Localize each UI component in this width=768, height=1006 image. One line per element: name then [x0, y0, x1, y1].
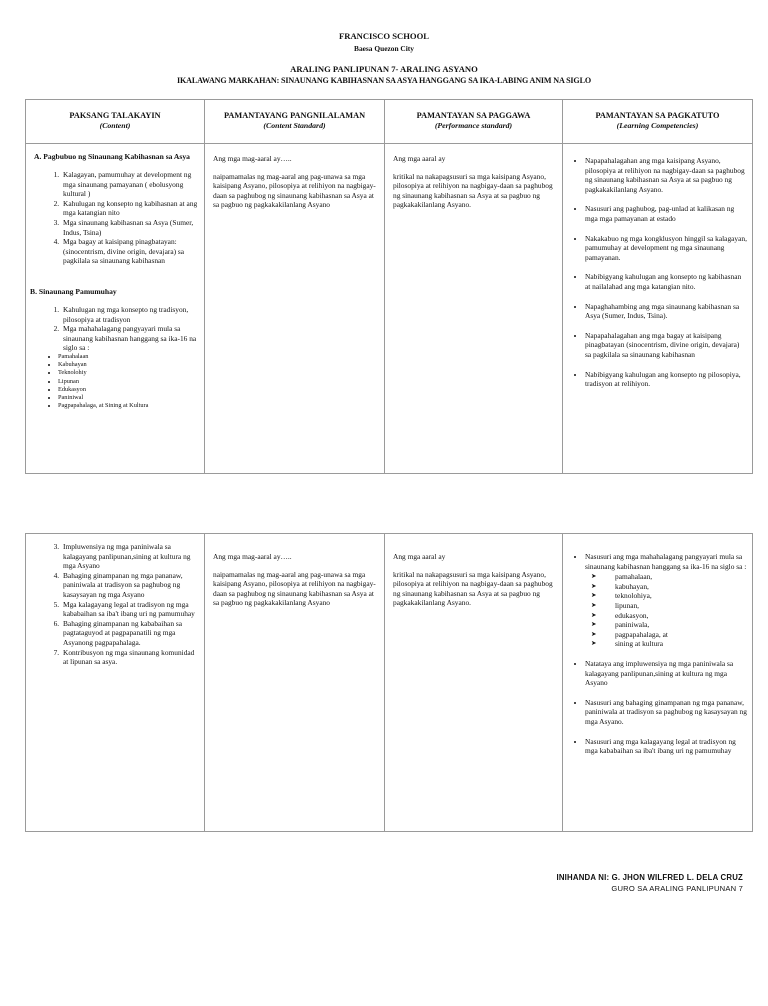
list-item: 4. Mga bagay at kaisipang pinagbatayan: (sinocentrism, divine origin, devajara) sa pagkilala sa sinaunang kabihasnan: [61, 237, 199, 266]
arrow-list-item: [591, 582, 747, 592]
performance-standard-cell: [385, 144, 563, 474]
content-cell: [26, 534, 205, 832]
table-row: [26, 144, 753, 474]
subject-title: ARALING PANLIPUNAN 7- ARALING ASYANO: [290, 64, 478, 74]
list-item: 2. Mga mahahalagang pangyayari mula sa sinaunang kabihasnan hanggang sa ika-16 na siglo sa :: [61, 324, 199, 353]
arrow-list-label: pagpapahalaga, at: [615, 629, 668, 639]
header-content-standard: [205, 100, 385, 144]
arrow-list-label: sining at kultura: [615, 639, 664, 649]
list-item: • Pagpapahalaga, at Sining at Kultura: [58, 402, 199, 410]
standard-intro: Ang mga mag-aaral ay…..: [213, 552, 292, 561]
competency-item: [585, 552, 747, 649]
list-item: • Kabuhayan: [58, 361, 199, 369]
list-item: • Pamahalaan: [58, 353, 199, 361]
arrow-list-label: pamahalaan,: [615, 572, 653, 582]
standard-intro: Ang mga mag-aaral ay…..: [213, 154, 292, 163]
competency-item: • Napapahalagahan ang mga kaisipang Asyano, pilosopiya at relihiyon na nagbigay-daan sa paghubog ng sinaunang kabihasnan sa Asya at sa pagbuo ng pagkakakilanlang Asyano.: [585, 156, 747, 194]
arrow-list-item: [591, 572, 747, 582]
competencies-cell: [563, 144, 753, 474]
performance-intro: Ang mga aaral ay: [393, 552, 446, 561]
competency-item: • Nasusuri ang mga kalagayang legal at tradisyon ng mga kababaihan sa iba't ibang uri ng pamumuhay: [585, 737, 747, 756]
content-cell: [26, 144, 205, 474]
performance-intro: Ang mga aaral ay: [393, 154, 446, 163]
arrow-list-label: edukasyon,: [615, 610, 649, 620]
list-item: 2. Kahulugan ng konsepto ng kabihasnan at ang mga katangian nito: [61, 199, 199, 218]
header-content: [26, 100, 205, 144]
arrowhead-right-icon: ➤: [591, 630, 597, 638]
competency-text: Nasusuri ang mga mahahalagang pangyayari mula sa sinaunang kabihasnan hanggang sa ika-16 na siglo sa :: [585, 552, 747, 571]
school-address: Baesa Quezon City: [354, 44, 414, 53]
teacher-position: GURO SA ARALING PANLIPUNAN 7: [611, 884, 743, 893]
school-name: FRANCISCO SCHOOL: [338, 31, 429, 41]
header-subtitle: (Performance standard): [434, 121, 513, 130]
list-item: 3. Mga sinaunang kabihasnan sa Asya (Sumer, Indus, Tsina): [61, 218, 199, 237]
prepared-by: INIHANDA NI: G. JHON WILFRED L. DELA CRUZ: [556, 873, 743, 882]
list-item: 1. Kahulugan ng mga konsepto ng tradisyon, pilosopiya at tradisyon: [61, 305, 199, 324]
curriculum-table-2: [25, 533, 753, 832]
section-b-title: B. Sinaunang Pamumuhay: [30, 286, 117, 296]
curriculum-table-1: [25, 99, 753, 474]
header-title: PAMANTAYANG PANGNILALAMAN: [223, 111, 366, 120]
header-learning-competencies: [563, 100, 753, 144]
header-title: PAMANTAYAN SA PAGKATUTO: [595, 111, 720, 120]
arrow-list-label: teknolohiya,: [615, 591, 652, 601]
performance-standard-cell: [385, 534, 563, 832]
content-standard-cell: [205, 144, 385, 474]
header-performance-standard: [385, 100, 563, 144]
arrow-list-item: [591, 611, 747, 621]
list-item: 7. Kontribusyon ng mga sinaunang komunidad at lipunan sa asya.: [61, 648, 199, 667]
list-item: • Lipunan: [58, 378, 199, 386]
competency-item: • Nasusuri ang bahaging ginampanan ng mga pananaw, paniniwala at tradisyon sa paghubog ng kasaysayan ng mga Asyano.: [585, 698, 747, 727]
table-row: [26, 534, 753, 832]
arrow-list-label: paniniwala,: [615, 620, 650, 630]
content-standard-cell: [205, 534, 385, 832]
arrowhead-right-icon: ➤: [591, 573, 597, 581]
arrow-list-item: [591, 639, 747, 649]
competency-item: • Nabibigyang kahulugan ang konsepto ng kabihasnan at nailalahad ang mga katangian nito.: [585, 272, 747, 291]
standard-body: naipamamalas ng mag-aaral ang pag-unawa sa mga kaisipang Asyano, pilosopiya at relihiyon na nagbigay-daan sa paghubog ng sinaunang kabihasnan sa Asya at sa pagbuo ng pagkakakilanlang Asyano: [213, 171, 376, 210]
list-item: • Teknolohiy: [58, 369, 199, 377]
list-item: 4. Bahaging ginampanan ng mga pananaw, paniniwala at tradisyon sa paghubog ng kasaysayan ng mga Asyano: [61, 571, 199, 600]
quarter-title: IKALAWANG MARKAHAN: SINAUNANG KABIHASNAN SA ASYA HANGGANG SA IKA-LABING ANIM NA SIGLO: [177, 76, 591, 85]
competency-item: • Napaghahambing ang mga sinaunang kabihasnan sa Asya (Sumer, Indus, Tsina).: [585, 302, 747, 321]
arrowhead-right-icon: ➤: [591, 611, 597, 619]
arrowhead-right-icon: ➤: [591, 601, 597, 609]
competency-item: • Natataya ang impluwensiya ng mga paniniwala sa kalagayang panlipunan,sining at kultura ng mga Asyano: [585, 659, 747, 688]
header-subtitle: (Content): [99, 121, 131, 130]
list-item: 5. Mga kalagayang legal at tradisyon ng mga kababaihan sa iba't ibang uri ng pamumuhay: [61, 600, 199, 619]
arrowhead-right-icon: ➤: [591, 582, 597, 590]
performance-body: kritikal na nakapagsusuri sa mga kaisipang Asyano, pilosopiya at relihiyon na nagbigay-daan sa paghubog ng sinaunang kabihasnan sa Asya at sa pagbuo ng pagkakakilanlang Asyano.: [393, 569, 553, 608]
list-item: 6. Bahaging ginampanan ng kababaihan sa pagtataguyod at pagpapanatili ng mga Asyanong pagpapahalaga.: [61, 619, 199, 648]
arrow-list-item: [591, 601, 747, 611]
arrow-list-item: [591, 630, 747, 640]
list-item: 1. Kalagayan, pamumuhay at development ng mga sinaunang pamayanan ( ebolusyong kultural ): [61, 170, 199, 199]
list-item: • Edukasyon: [58, 386, 199, 394]
competency-item: • Nabibigyang kahulugan ang konsepto ng pilosopiya, tradisyon at relihiyon.: [585, 370, 747, 389]
list-item: • Paniniwal: [58, 394, 199, 402]
arrow-list-label: kabuhayan,: [615, 581, 649, 591]
performance-body: kritikal na nakapagsusuri sa mga kaisipang Asyano, pilosopiya at relihiyon na nagbigay-daan sa paghubog ng sinaunang kabihasnan sa Asya at sa pagbuo ng pagkakakilanlang Asyano.: [393, 171, 553, 210]
arrow-list-label: lipunan,: [615, 600, 640, 610]
arrow-list: [585, 572, 747, 649]
table-header-row: [26, 100, 753, 144]
header-title: PAKSANG TALAKAYIN: [69, 111, 161, 120]
header-title: PAMANTAYAN SA PAGGAWA: [416, 111, 531, 120]
arrow-list-item: [591, 591, 747, 601]
competency-item: • Napapahalagahan ang mga bagay at kaisipang pinagbatayan (sinocentrism, divine origin, devajara) sa pagkilala sa sinaunang kabihasnan: [585, 331, 747, 360]
header-subtitle: (Learning Competencies): [616, 121, 699, 130]
arrow-list-item: [591, 620, 747, 630]
competency-item: • Nakakabuo ng mga kongklusyon hinggil sa kalagayan, pamumuhay at development ng mga sinaunang pamayanan.: [585, 234, 747, 263]
standard-body: naipamamalas ng mag-aaral ang pag-unawa sa mga kaisipang Asyano, pilosopiya at relihiyon na nagbigay-daan sa paghubog ng sinaunang kabihasnan sa Asya at sa pagbuo ng pagkakakilanlang Asyano: [213, 569, 376, 608]
arrowhead-right-icon: ➤: [591, 621, 597, 629]
competencies-cell: [563, 534, 753, 832]
header-subtitle: (Content Standard): [263, 121, 326, 130]
competency-item: • Nasusuri ang paghubog, pag-unlad at kalikasan ng mga mga pamayanan at estado: [585, 204, 747, 223]
arrowhead-right-icon: ➤: [591, 592, 597, 600]
arrowhead-right-icon: ➤: [591, 640, 597, 648]
list-item: 3. Impluwensiya ng mga paniniwala sa kalagayang panlipunan,sining at kultura ng mga Asyano: [61, 542, 199, 571]
section-a-title: A. Pagbubuo ng Sinaunang Kabihasnan sa Asya: [34, 152, 190, 161]
